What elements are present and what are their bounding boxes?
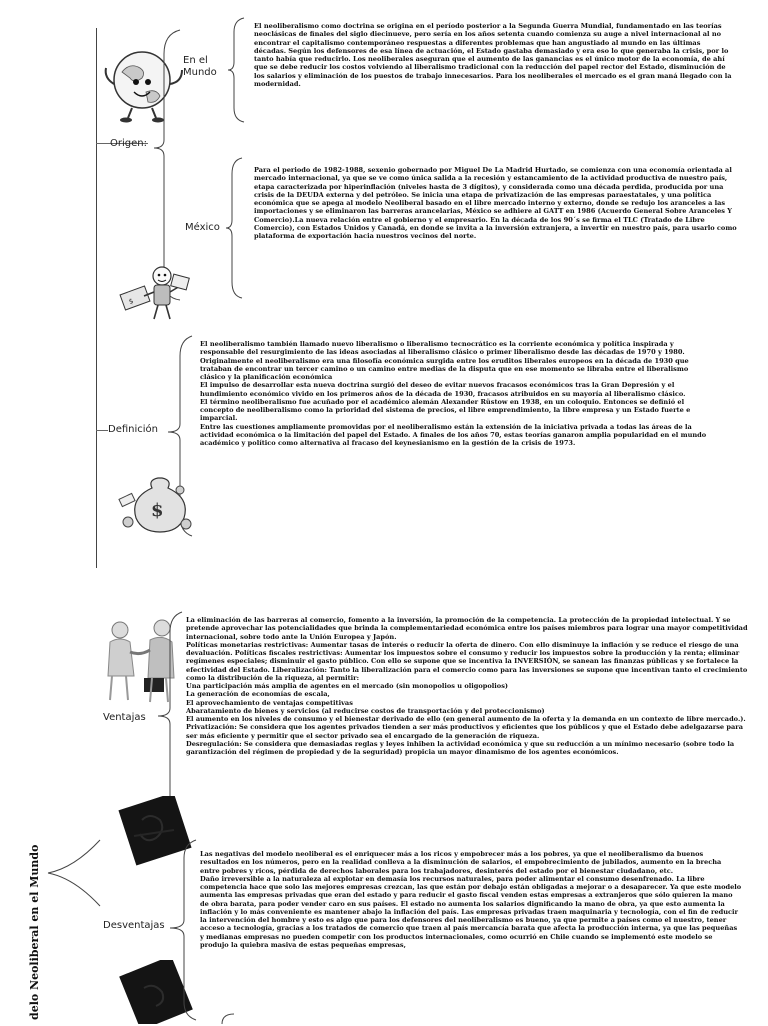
money-bag-icon: [118, 472, 198, 534]
mexico-text: Para el periodo de 1982-1988, sexenio gobernado por Miguel De La Madrid Hurtado, se comienza con una economía orientada al mercado internacional, ya que se ve como única salida a la recesión y estancamiento de la actividad productiva de nuestro país, etapa caracterizada por hiperinflación (niveles hasta de 3 dígitos), y considerada como una década perdida, producida por una crisis de la DEUDA externa y del petróleo. Se inicia una etapa de privatización de las empresas paraestatales, y una política económica que se apega al modelo Neoliberal basado en el libre mercado interno y externo, donde se redujo los aranceles a las importaciones y se eliminaron las barreras arancelarias, México se adhiere al GATT en 1986 (Acuerdo General Sobre Aranceles Y Comercio).La nueva relación entre el gobierno y el empresario. En la década de los 90´s se firma el TLC (Tratado de Libre Comercio), con Estados Unidos y Canadá, en donde se invita a la inversión extranjera, a invertir en nuestro país, para usarlo como plataforma de exportación hacia nuestros vecinos del norte.: [254, 166, 737, 240]
mundo-label: En el Mundo: [183, 55, 217, 78]
svg-text:$: $: [127, 296, 135, 307]
definicion-text: El neoliberalismo también llamado nuevo liberalismo o liberalismo tecnocrático es la corriente económica y política inspirada y responsable del resurgimiento de las ideas asociadas al liberalismo clásico o primer liberalismo desde las décadas de 1970 y 1980. Originalmente el neoliberalismo era una filosofía económica surgida entre los eruditos liberales europeos en la década de 1930 que trataban de encontrar un tercer camino o un camino entre medias de la disputa que en ese momento se libraba entre el liberalismo clásico y la planificación económica El impulso de desarrollar esta nueva doctrina surgió del deseo de evitar nuevos fracasos económicos tras la Gran Depresión y el hundimiento económico vivido en los primeros años de la década de 1930, fracasos atribuidos en su mayoría al liberalismo clásico. El término neoliberalismo fue acuñado por el académico alemán Alexander Rüstow en 1938, en un coloquio. Entonces se definió el concepto de neoliberalismo como la prioridad del sistema de precios, el libre emprendimiento, la libre empresa y un Estado fuerte e imparcial. Entre las cuestiones ampliamente promovidas por el neoliberalismo están la extensión de la iniciativa privada a todas las áreas de la actividad económica o la limitación del papel del Estado. A finales de los años 70, estas teorías ganaron amplia popularidad en el mundo académico y político como alternativa al fracaso del keynesianismo en la gestión de la crisis de 1973.: [200, 340, 707, 447]
main-vertical-line: [96, 28, 97, 568]
origen-label: Origen:: [110, 138, 147, 149]
definicion-label: Definición: [108, 424, 158, 435]
ventajas-text: La eliminación de las barreras al comercio, fomento a la inversión, la promoción de la competencia. La protección de la propiedad intelectual. Y se pretende aprovechar las potencialidades que brinda la complementariedad económica entre los países miembros para lograr una mayor competitividad internacional, sobre todo ante la Unión Europea y Japón. Políticas monetarias restrictivas: Aumentar tasas de interés o reducir la oferta de dinero. Con ello disminuye la inflación y se reduce el riesgo de una devaluación. Políticas fiscales restrictivas: Aumentar los impuestos sobre el consumo y reducir los impuestos sobre la producción y la renta; eliminar regímenes especiales; disminuir el gasto público. Con ello se supone que se incentiva la INVERSIÓN, se sanean las finanzas públicas y se fortalece la efectividad del Estado. Liberalización: Tanto la liberalización para el comercio como para las inversiones se supone que incentivan tanto el crecimiento como la distribución de la riqueza, al permitir: Una participación más amplia de agentes en el mercado (sin monopolios u oligopolios) La generación de economías de escala, El aprovechamiento de ventajas competitivas Abaratamiento de bienes y servicios (al reducirse costos de transportación y del proteccionismo) El aumento en los niveles de consumo y el bienestar derivado de ello (en general aumento de la oferta y la demanda en un contexto de libre mercado.). Privatización: Se considera que los agentes privados tienden a ser más productivos y eficientes que los públicos y que el Estado debe adelgazarse para ser más eficiente y permitir que el sector privado sea el encargado de la generación de riqueza. Desregulación: Se considera que demasiadas reglas y leyes inhiben la actividad económica y que su reducción a un mínimo necesario (sobre todo la garantización del régimen de propiedad y de la seguridad) propicia un mayor dinamismo de los agentes económicos.: [186, 616, 748, 756]
money-man-icon: [118, 262, 190, 324]
desventajas-brace: [160, 840, 200, 1020]
ventajas-brace: [150, 612, 186, 824]
svg-text:$: $: [151, 500, 164, 521]
mundo-brace: [228, 18, 248, 122]
mexico-label: México: [185, 222, 220, 233]
ventajas-label: Ventajas: [103, 712, 146, 723]
desventajas-label: Desventajas: [103, 920, 165, 931]
desventajas-text: Las negativas del modelo neoliberal es el enriquecer más a los ricos y empobrecer más a los pobres, ya que el neoliberalismo da buenos resultados en los números, pero en la realidad conlleva a la disminución de salarios, el empobrecimiento de jubilados, aumento en la brecha entre pobres y ricos, pérdida de derechos laborales para los trabajadores, desinterés del estado por el bienestar ciudadano, etc. Daño irreversible a la naturaleza al explotar en demasía los recursos naturales, para poder alimentar el consumo desenfrenado. La libre competencia hace que solo las mejores empresas crezcan, las que están por debajo están obligadas a mejorar o a desaparecer. Ya que este modelo aumenta las empresas privadas que eran del estado y para reducir el gasto fiscal venden estas empresas a extranjeros que sólo quieren la mano de obra barata, para poder vender caro en sus países. El estado no aumenta los salarios dignificando la mano de obra, ya que esto aumenta la inflación y lo más conveniente es mantener abajo la inflación del país. Las empresas privadas traen maquinaria y tecnología, con el fin de reducir la intervención del hombre y esto es algo que para los defensores del neoliberalismo es bueno, ya que permite a países como el nuestro, tener acceso a tecnología, gracias a los tratados de comercio que traen al país mercancía barata que afecta la producción interna, ya que las pequeñas y medianas empresas no pueden competir con los productos internacionales, como ocurrió en Chile cuando se implementó este modelo se produjo la quiebra masiva de estas pequeñas empresas,: [200, 850, 742, 949]
definicion-connector: [96, 430, 108, 431]
side-title: delo Neoliberal en el Mundo: [28, 844, 41, 1020]
mundo-text: El neoliberalismo como doctrina se origina en el período posterior a la Segunda Guerra Mundial, fundamentado en las teorías neoclásicas de finales del siglo diecinueve, pero sería en los años setenta cuando comienza su auge a nivel internacional al no encontrar el capitalismo contemporáneo respuestas a diferentes problemas que han angustiado al mundo en las últimas décadas. Según los defensores de esa línea de actuación, el Estado gastaba demasiado y era eso lo que generaba la crisis, por lo tanto había que reducirlo. Los neoliberales aseguran que el aumento de las ganancias es el único motor de la economía, de ahí que se debe reducir los costos volviendo al liberalismo tradicional con la reducción del papel rector del Estado, disminución de los salarios y eliminación de los puestos de trabajo innecesarios. Para los neoliberales el mercado es el gran maná llegado con la modernidad.: [254, 22, 732, 88]
side-title-fork: [44, 838, 104, 908]
mexico-brace: [226, 158, 246, 298]
